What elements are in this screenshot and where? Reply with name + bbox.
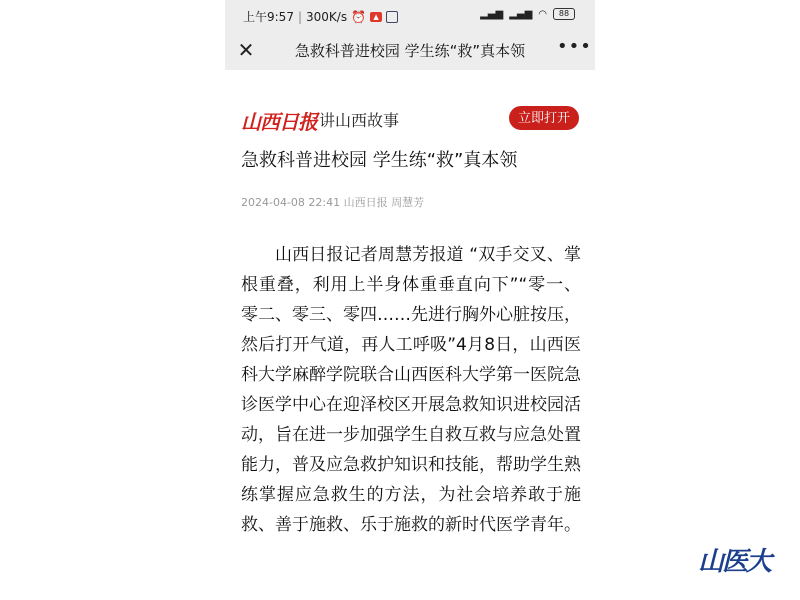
alarm-icon: ⏰ [351, 9, 367, 24]
status-bar [225, 0, 595, 30]
phone-screen [225, 0, 595, 600]
more-icon[interactable]: ••• [557, 36, 592, 57]
nav-title: 急救科普进校园 学生练“救”真本领 [294, 42, 526, 60]
brand-row [225, 100, 595, 136]
battery-icon: 88 [553, 8, 575, 20]
signal-icon-2: ▂▄▆ [509, 8, 533, 20]
watermark-logo: 山医大 [697, 547, 770, 577]
status-time: 上午9:57 [243, 10, 294, 24]
nav-bar [225, 30, 595, 70]
close-icon[interactable]: ✕ [237, 38, 255, 62]
wifi-icon: ◠ [538, 8, 547, 20]
brand-slogan: 讲山西故事 [319, 111, 400, 130]
article-title: 急救科普进校园 学生练“救”真本领 [241, 150, 518, 171]
status-left [243, 8, 398, 25]
article-source: 山西日报 [343, 196, 388, 209]
brand-logo: 山西日报 [241, 110, 317, 134]
signal-icon: ▂▄▆ [480, 8, 504, 20]
status-separator: | [297, 9, 302, 24]
article-date: 2024-04-08 22:41 [241, 196, 341, 209]
notification-badge-icon: ▲ [370, 12, 382, 22]
article-body: 山西日报记者周慧芳报道 “双手交叉、掌根重叠，利用上半身体重垂直向下”“零一、零二、零三、零四……先进行胸外心脏按压，然后打开气道，再人工呼吸”4月8日，山西医科大学麻醉学院联合山西医科大学第一医院急诊医学中心在迎泽校区开展急救知识进校园活动，旨在进一步加强学生自救互救与应急处置能力，普及应急救护知识和技能，帮助学生熟练掌握应急救生的方法，为社会培养敢于施救、善于施救、乐于施救的新时代医学青年。 [241, 245, 581, 535]
open-in-app-button[interactable]: 立即打开 [509, 106, 579, 130]
article-meta [241, 194, 424, 210]
app-notification-icon [386, 11, 398, 23]
article-author: 周慧芳 [391, 196, 425, 209]
status-right [480, 8, 575, 20]
status-speed: 300K/s [306, 9, 348, 24]
